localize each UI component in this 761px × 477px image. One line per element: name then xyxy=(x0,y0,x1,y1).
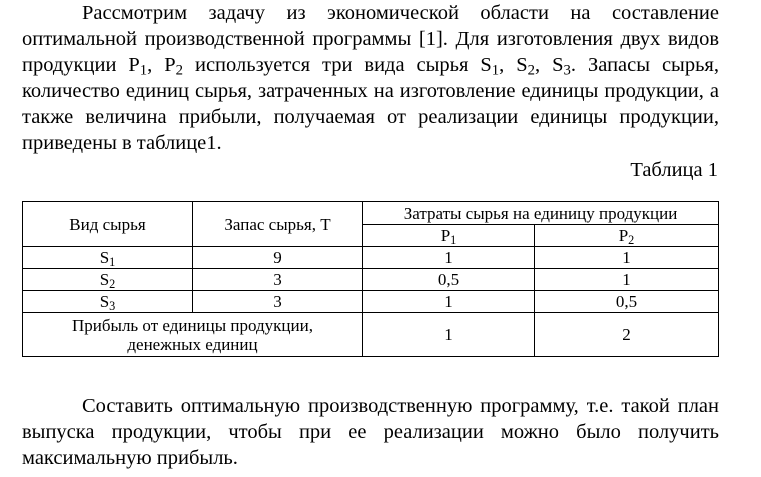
table-header-row xyxy=(23,202,719,225)
cell-p2: 1 xyxy=(535,247,719,269)
intro-paragraph xyxy=(22,0,719,156)
cell-resource xyxy=(23,247,193,269)
cell-resource xyxy=(23,291,193,313)
header-p1-letter: P xyxy=(440,226,451,245)
header-p2 xyxy=(535,225,719,247)
header-resource-type: Вид сырья xyxy=(23,202,193,247)
header-costs: Затраты сырья на единицу продукции xyxy=(363,202,719,225)
cell-p2: 1 xyxy=(535,269,719,291)
table-row-profit xyxy=(23,313,719,357)
intro-text-5: , S xyxy=(535,54,564,76)
intro-sub-1: 1 xyxy=(139,62,148,79)
cell-profit-p1: 1 xyxy=(363,313,535,357)
cell-resource xyxy=(23,269,193,291)
table-row xyxy=(23,291,719,313)
profit-label-line2: денежных единиц xyxy=(127,334,258,354)
cell-stock: 3 xyxy=(193,269,363,291)
resource-letter: S xyxy=(99,292,110,311)
resource-sub: 2 xyxy=(109,277,116,292)
header-p2-sub: 2 xyxy=(628,233,635,248)
resource-letter: S xyxy=(99,248,110,267)
cell-profit-p2: 2 xyxy=(535,313,719,357)
header-stock: Запас сырья, Т xyxy=(193,202,363,247)
intro-text-6: . Запасы сырья, количество единиц сырья, затраченных на изготовление единицы продукции, а также величина прибыли, получаемая от реализации единицы продукции, приведены в таблице1. xyxy=(22,54,719,154)
intro-sub-4: 2 xyxy=(527,62,536,79)
intro-sub-3: 1 xyxy=(491,62,500,79)
resource-letter: S xyxy=(99,270,110,289)
table-row xyxy=(23,269,719,291)
intro-sub-5: 3 xyxy=(563,62,571,79)
header-p2-letter: P xyxy=(618,226,629,245)
resource-sub: 3 xyxy=(109,299,116,314)
table-row xyxy=(23,247,719,269)
task-paragraph: Составить оптимальную производственную программу, т.е. такой план выпуска продукции, чтобы при ее реализации можно было получить максимальную прибыль. xyxy=(22,395,719,469)
resource-sub: 1 xyxy=(109,255,116,270)
cell-p2: 0,5 xyxy=(535,291,719,313)
cell-p1: 1 xyxy=(363,247,535,269)
intro-text-4: , S xyxy=(499,54,528,76)
cell-stock: 9 xyxy=(193,247,363,269)
intro-text-2: , P xyxy=(147,54,176,76)
cell-stock: 3 xyxy=(193,291,363,313)
table-caption: Таблица 1 xyxy=(630,159,718,181)
intro-text-3: используется три вида сырья S xyxy=(183,54,492,76)
header-p1 xyxy=(363,225,535,247)
cell-p1: 1 xyxy=(363,291,535,313)
resource-table xyxy=(22,201,719,357)
header-p1-sub: 1 xyxy=(450,233,457,248)
cell-profit-label xyxy=(23,313,363,357)
cell-p1: 0,5 xyxy=(363,269,535,291)
profit-label-line1: Прибыль от единицы продукции, xyxy=(72,315,313,335)
intro-text-1: Рассмотрим задачу из экономической области на составление оптимальной производственной программы [1]. Для изготовления двух видов продукции P xyxy=(22,2,719,76)
intro-sub-2: 2 xyxy=(175,62,184,79)
